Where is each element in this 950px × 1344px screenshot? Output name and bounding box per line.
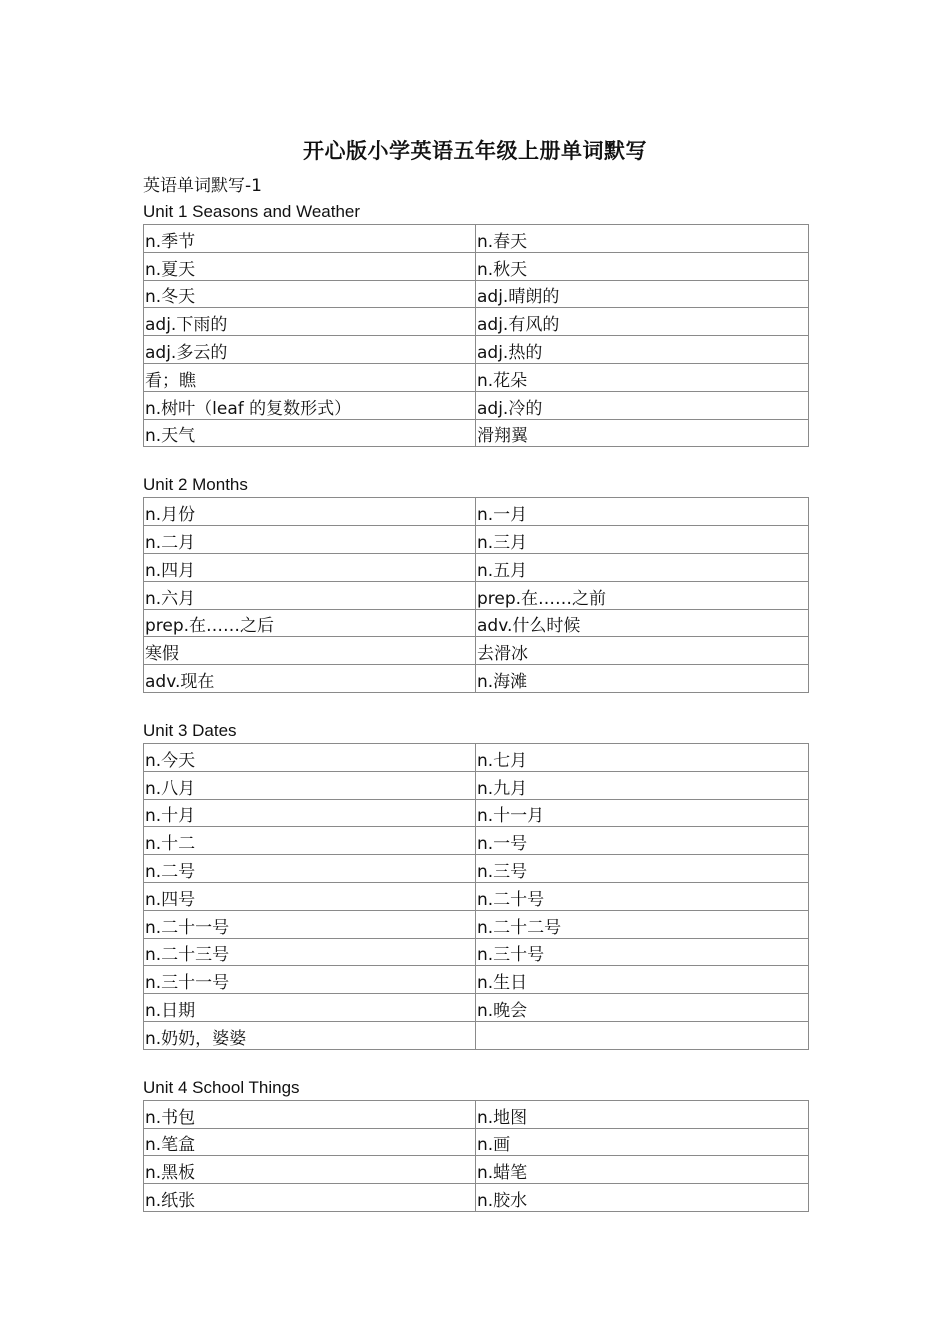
table-row xyxy=(144,308,809,336)
vocabulary-cell: n.二号 xyxy=(144,855,476,883)
vocabulary-cell: n.书包 xyxy=(144,1100,476,1128)
vocabulary-cell: n.四月 xyxy=(144,553,476,581)
units-container xyxy=(143,200,807,1212)
vocabulary-cell: n.今天 xyxy=(144,743,476,771)
vocabulary-cell: n.一号 xyxy=(476,827,809,855)
vocabulary-cell: n.树叶（leaf 的复数形式） xyxy=(144,391,476,419)
vocabulary-cell: n.秋天 xyxy=(476,252,809,280)
vocabulary-cell: adv.现在 xyxy=(144,665,476,693)
table-row xyxy=(144,1128,809,1156)
table-row xyxy=(144,1100,809,1128)
table-row xyxy=(144,581,809,609)
vocabulary-cell: n.天气 xyxy=(144,419,476,447)
table-row xyxy=(144,336,809,364)
vocabulary-cell: n.生日 xyxy=(476,966,809,994)
vocabulary-cell: adv.什么时候 xyxy=(476,609,809,637)
vocabulary-cell: n.海滩 xyxy=(476,665,809,693)
vocabulary-cell: 寒假 xyxy=(144,637,476,665)
vocabulary-cell: n.二月 xyxy=(144,526,476,554)
unit-section xyxy=(143,693,807,1050)
table-row xyxy=(144,665,809,693)
section-spacer xyxy=(143,1050,807,1076)
table-row xyxy=(144,910,809,938)
vocabulary-cell: n.季节 xyxy=(144,225,476,253)
table-row xyxy=(144,827,809,855)
vocabulary-cell: n.夏天 xyxy=(144,252,476,280)
vocabulary-table xyxy=(143,224,809,447)
vocabulary-cell: prep.在……之前 xyxy=(476,581,809,609)
vocabulary-cell: n.蜡笔 xyxy=(476,1156,809,1184)
document-title: 开心版小学英语五年级上册单词默写 xyxy=(303,139,647,163)
document-subtitle: 英语单词默写-1 xyxy=(143,176,262,196)
vocabulary-cell: adj.有风的 xyxy=(476,308,809,336)
vocabulary-cell: adj.多云的 xyxy=(144,336,476,364)
table-row xyxy=(144,1021,809,1049)
vocabulary-cell: n.胶水 xyxy=(476,1184,809,1212)
table-row xyxy=(144,280,809,308)
vocabulary-cell: n.三月 xyxy=(476,526,809,554)
vocabulary-cell: n.二十二号 xyxy=(476,910,809,938)
table-row xyxy=(144,938,809,966)
table-row xyxy=(144,966,809,994)
vocabulary-cell: prep.在……之后 xyxy=(144,609,476,637)
vocabulary-cell: 看；瞧 xyxy=(144,363,476,391)
table-row xyxy=(144,363,809,391)
vocabulary-cell: n.地图 xyxy=(476,1100,809,1128)
vocabulary-cell: n.日期 xyxy=(144,994,476,1022)
table-row xyxy=(144,882,809,910)
vocabulary-cell: adj.冷的 xyxy=(476,391,809,419)
vocabulary-cell: adj.热的 xyxy=(476,336,809,364)
table-row xyxy=(144,771,809,799)
table-row xyxy=(144,498,809,526)
table-row xyxy=(144,637,809,665)
section-spacer xyxy=(143,447,807,473)
vocabulary-cell: n.十月 xyxy=(144,799,476,827)
vocabulary-cell: n.九月 xyxy=(476,771,809,799)
table-row xyxy=(144,419,809,447)
vocabulary-cell: n.十二 xyxy=(144,827,476,855)
vocabulary-cell: 去滑冰 xyxy=(476,637,809,665)
vocabulary-cell: n.六月 xyxy=(144,581,476,609)
unit-heading: Unit 4 School Things xyxy=(143,1077,300,1097)
vocabulary-cell: n.三号 xyxy=(476,855,809,883)
vocabulary-cell: n.纸张 xyxy=(144,1184,476,1212)
vocabulary-cell: n.三十一号 xyxy=(144,966,476,994)
table-row xyxy=(144,609,809,637)
unit-heading: Unit 3 Dates xyxy=(143,720,237,740)
vocabulary-cell: n.晚会 xyxy=(476,994,809,1022)
table-row xyxy=(144,391,809,419)
vocabulary-cell: n.冬天 xyxy=(144,280,476,308)
document-content xyxy=(143,172,807,1212)
unit-heading: Unit 1 Seasons and Weather xyxy=(143,202,361,221)
vocabulary-cell: n.四号 xyxy=(144,882,476,910)
table-row xyxy=(144,225,809,253)
vocabulary-cell: adj.晴朗的 xyxy=(476,280,809,308)
unit-heading: Unit 2 Months xyxy=(143,475,248,495)
vocabulary-cell: n.笔盒 xyxy=(144,1128,476,1156)
vocabulary-cell: n.花朵 xyxy=(476,363,809,391)
vocabulary-cell: n.月份 xyxy=(144,498,476,526)
vocabulary-table xyxy=(143,497,809,693)
vocabulary-cell: n.一月 xyxy=(476,498,809,526)
vocabulary-cell: 滑翔翼 xyxy=(476,419,809,447)
table-row xyxy=(144,1156,809,1184)
vocabulary-cell: n.黑板 xyxy=(144,1156,476,1184)
vocabulary-cell: adj.下雨的 xyxy=(144,308,476,336)
unit-section xyxy=(143,1050,807,1212)
table-row xyxy=(144,553,809,581)
vocabulary-cell: n.画 xyxy=(476,1128,809,1156)
vocabulary-table xyxy=(143,743,809,1050)
vocabulary-cell: n.五月 xyxy=(476,553,809,581)
table-row xyxy=(144,743,809,771)
table-row xyxy=(144,994,809,1022)
vocabulary-cell: n.二十号 xyxy=(476,882,809,910)
vocabulary-cell: n.八月 xyxy=(144,771,476,799)
vocabulary-cell: n.三十号 xyxy=(476,938,809,966)
table-row xyxy=(144,252,809,280)
table-row xyxy=(144,526,809,554)
vocabulary-cell: n.二十三号 xyxy=(144,938,476,966)
table-row xyxy=(144,1184,809,1212)
vocabulary-cell: n.春天 xyxy=(476,225,809,253)
vocabulary-cell: n.二十一号 xyxy=(144,910,476,938)
section-spacer xyxy=(143,693,807,719)
unit-section xyxy=(143,200,807,447)
table-row xyxy=(144,799,809,827)
unit-section xyxy=(143,447,807,693)
vocabulary-cell: n.十一月 xyxy=(476,799,809,827)
vocabulary-table xyxy=(143,1100,809,1212)
vocabulary-cell: n.七月 xyxy=(476,743,809,771)
vocabulary-cell xyxy=(476,1021,809,1049)
table-row xyxy=(144,855,809,883)
vocabulary-cell: n.奶奶，婆婆 xyxy=(144,1021,476,1049)
